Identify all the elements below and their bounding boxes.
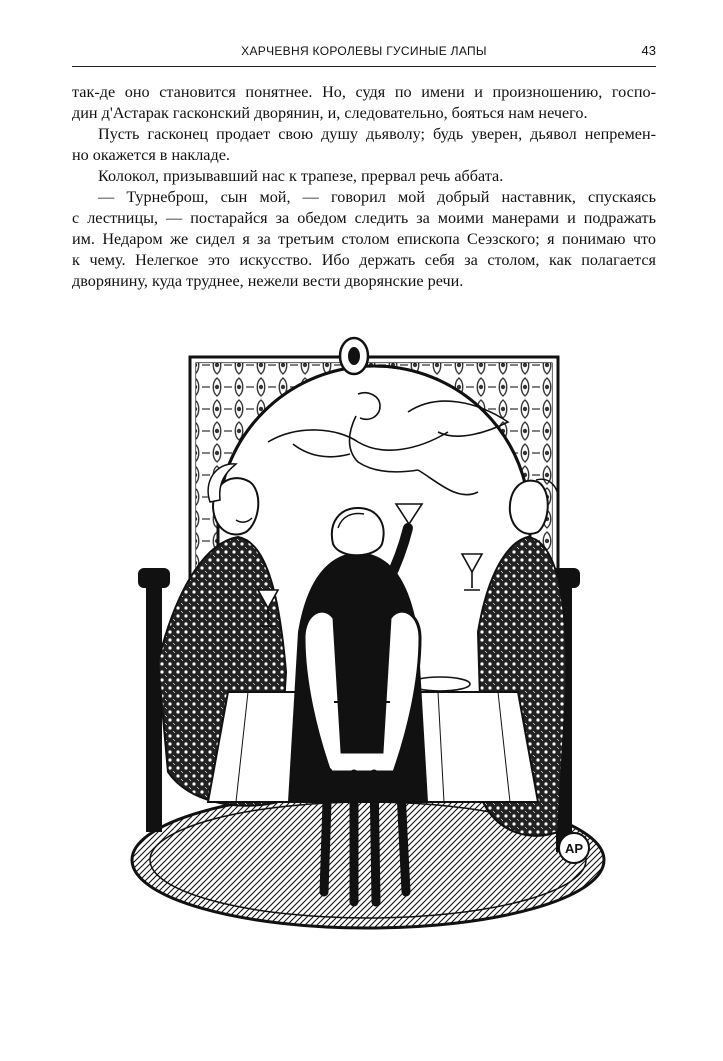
text-line: Пусть гасконец продает свою душу дьяволу; будь уверен, дьявол непремен- [98,125,656,143]
artist-monogram [559,833,589,863]
running-title: ХАРЧЕВНЯ КОРОЛЕВЫ ГУСИНЫЕ ЛАПЫ [241,44,487,58]
text-line: Колокол, призывавший нас к трапезе, прервал речь аббата. [98,167,504,185]
dinner-illustration [118,332,618,942]
text-line: дворянину, куда труднее, нежели вести дворянские речи. [72,272,464,290]
text-line: так-де оно становится понятнее. Но, судя по имени и произношению, госпо- [72,83,656,101]
text-line: — Турнеброш, сын мой, — говорил мой добрый наставник, спускаясь [98,188,656,206]
body-text [72,82,656,292]
monogram-text: АР [564,841,584,856]
text-line: им. Недаром же сидел я за третьим столом епископа Сеэзского; я понимаю что [72,230,656,248]
running-header [72,40,656,67]
page-number: 43 [641,43,656,58]
text-line: дин д'Астарак гасконский дворянин, и, следовательно, бояться нам нечего. [72,104,588,122]
text-line: но окажется в накладе. [72,146,230,164]
text-line: с лестницы, — постарайся за обедом следить за моими манерами и подражать [72,209,656,227]
text-line: к чему. Нелегкое это искусство. Ибо держать себя за столом, как полагается [72,251,656,269]
